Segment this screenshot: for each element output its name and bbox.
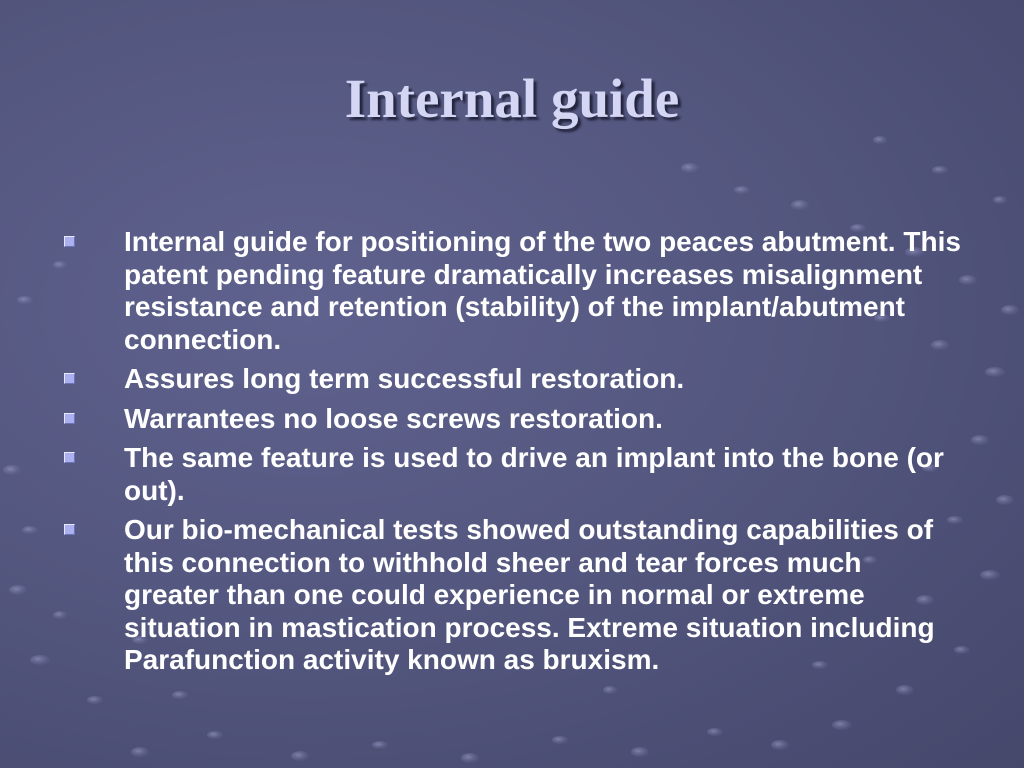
- bullet-text: Internal guide for positioning of the two peaces abutment. This patent pending feature dramatically increases misalignment resistance and retention (stability) of the implant/abutment connection.: [124, 226, 961, 355]
- slide-title: Internal guide: [344, 68, 680, 129]
- bullet-text: Warrantees no loose screws restoration.: [124, 402, 663, 434]
- square-bullet-icon: [64, 413, 75, 424]
- bullet-item: [62, 442, 962, 507]
- bullet-text: Assures long term successful restoration.: [124, 363, 685, 394]
- bullet-text: The same feature is used to drive an implant into the bone (or out).: [124, 442, 944, 506]
- bullet-item: [62, 363, 962, 396]
- bullet-list: [62, 226, 962, 684]
- square-bullet-icon: [64, 373, 75, 384]
- bullet-text: Our bio-mechanical tests showed outstanding capabilities of this connection to withhold sheer and tear forces much greater than one could experience in normal or extreme situation in mastication process. Extreme situation including Parafunction activity known as bruxism.: [124, 514, 935, 675]
- bullet-item: [62, 226, 962, 356]
- bullet-item: [62, 403, 962, 436]
- square-bullet-icon: [64, 236, 75, 247]
- square-bullet-icon: [64, 452, 75, 463]
- bullet-item: [62, 514, 962, 677]
- square-bullet-icon: [64, 524, 75, 535]
